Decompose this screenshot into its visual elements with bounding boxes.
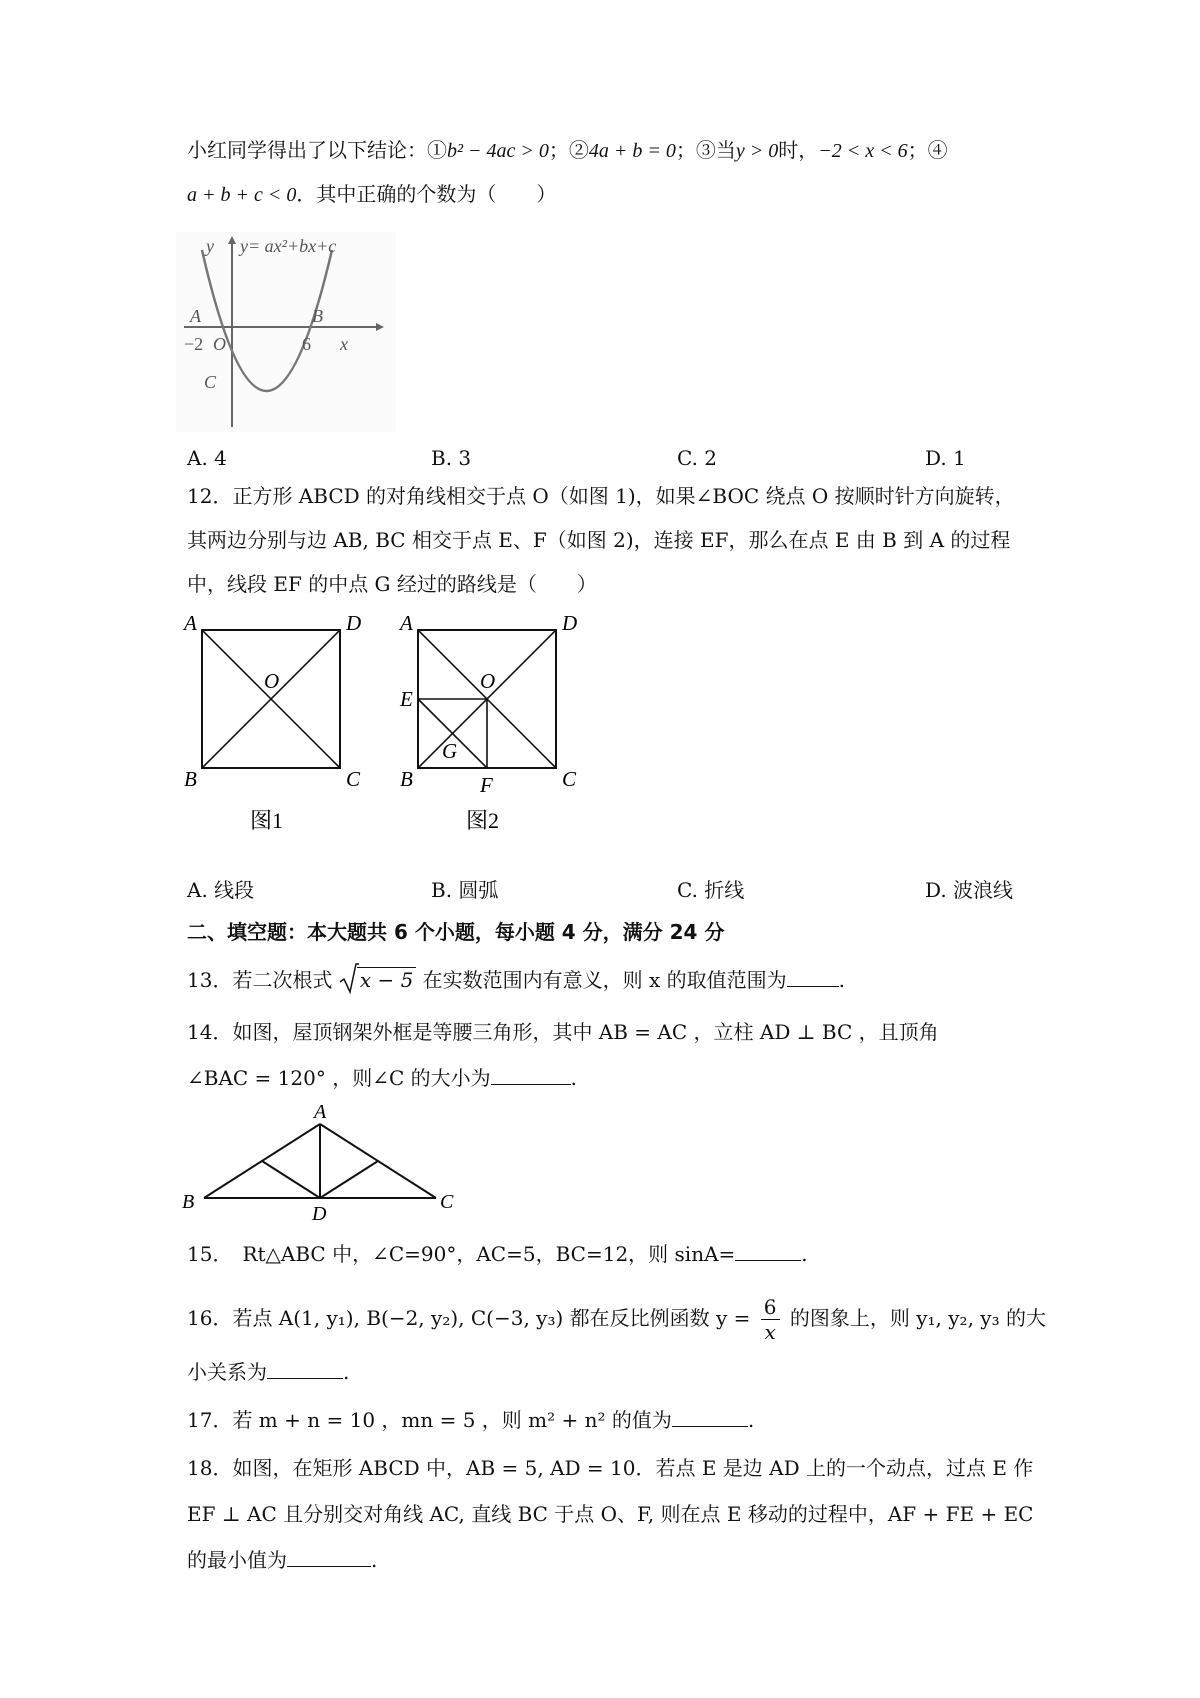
q14-answer-blank[interactable] xyxy=(491,1066,571,1085)
q16-line-2 xyxy=(187,1358,349,1386)
q12-line-2: 其两边分别与边 AB, BC 相交于点 E、F（如图 2)，连接 EF，那么在点 E 由 B 到 A 的过程 xyxy=(187,528,1011,552)
section-2-heading: 二、填空题：本大题共 6 个小题，每小题 4 分，满分 24 分 xyxy=(187,920,725,944)
fig1-caption: 图1 xyxy=(250,808,284,833)
q12-option-b[interactable]: B. 圆弧 xyxy=(431,878,499,902)
fig2-label-O: O xyxy=(480,669,496,693)
q11-sep: ；④ xyxy=(907,138,948,162)
truss-label-B: B xyxy=(182,1191,195,1213)
q18-line-2: EF ⊥ AC 且分别交对角线 AC, 直线 BC 于点 O、F, 则在点 E 移动的过程中，AF + FE + EC xyxy=(187,1502,1034,1526)
q17-end: . xyxy=(747,1408,755,1432)
q12-option-a[interactable]: A. 线段 xyxy=(187,878,255,902)
q14-text: ∠BAC = 120° ，则∠C 的大小为 xyxy=(187,1066,491,1090)
q15-line xyxy=(187,1240,808,1268)
q16-text: 小关系为 xyxy=(187,1360,267,1384)
fig1-label-D: D xyxy=(346,611,362,635)
q15-end: . xyxy=(801,1242,808,1266)
truss-label-A: A xyxy=(314,1101,327,1123)
q14-truss-figure xyxy=(176,1098,476,1224)
q18-line-3 xyxy=(187,1546,377,1574)
q12-option-d[interactable]: D. 波浪线 xyxy=(925,878,1014,902)
truss-label-C: C xyxy=(440,1191,454,1213)
q11-sep: 时， xyxy=(778,138,819,162)
truss-label-D: D xyxy=(312,1203,327,1224)
q11-conclusion-2: 4a + b = 0 xyxy=(588,140,676,162)
q16-suffix: 的图象上，则 y₁, y₂, y₃ 的大 xyxy=(789,1306,1046,1330)
q13-radicand: x − 5 xyxy=(357,967,416,992)
fig2-label-B: B xyxy=(400,767,413,791)
q11-option-a[interactable]: A. 4 xyxy=(187,446,227,470)
q13-answer-blank[interactable] xyxy=(787,968,839,987)
q15-answer-blank[interactable] xyxy=(735,1242,801,1261)
q12-figure-2 xyxy=(396,608,596,838)
q12-line-3: 中，线段 EF 的中点 G 经过的路线是（ ） xyxy=(187,572,597,596)
q16-numerator: 6 xyxy=(761,1295,780,1320)
fig1-label-A: A xyxy=(184,611,197,635)
fig2-label-F: F xyxy=(480,773,493,797)
q14-line-2 xyxy=(187,1064,577,1092)
q16-fraction xyxy=(761,1295,780,1344)
point-A-label: A xyxy=(190,306,201,326)
q12-option-c[interactable]: C. 折线 xyxy=(677,878,745,902)
y-label: y xyxy=(206,236,214,256)
q16-end: . xyxy=(343,1360,350,1384)
q11-conclusion-4: a + b + c < 0 xyxy=(187,184,297,206)
q11-text: 小红同学得出了以下结论：① xyxy=(187,138,447,162)
q11-option-c[interactable]: C. 2 xyxy=(677,446,718,470)
q13-suffix: 在实数范围内有意义，则 x 的取值范围为 xyxy=(422,968,787,992)
brace-right xyxy=(320,1161,378,1198)
q16-denominator: x xyxy=(764,1320,776,1344)
q17-line xyxy=(187,1406,754,1434)
q15-text: 15． Rt△ABC 中，∠C=90°，AC=5，BC=12，则 sinA= xyxy=(187,1242,736,1266)
q11-sep: ；③当 xyxy=(675,138,736,162)
fig1-label-B: B xyxy=(184,767,197,791)
origin-label: O xyxy=(213,334,226,354)
fig1-label-O: O xyxy=(264,669,280,693)
q11-conclusion-1: b² − 4ac > 0 xyxy=(447,140,549,162)
q11-question: ．其中正确的个数为（ ） xyxy=(296,182,557,206)
q14-line-1: 14．如图，屋顶钢架外框是等腰三角形，其中 AB = AC ，立柱 AD ⊥ BC ，且顶角 xyxy=(187,1020,939,1044)
q18-answer-blank[interactable] xyxy=(287,1548,371,1567)
q18-text: 的最小值为 xyxy=(187,1548,287,1572)
q13-sqrt xyxy=(339,966,416,994)
fig2-label-E: E xyxy=(400,687,413,711)
q12-line-1: 12．正方形 ABCD 的对角线相交于点 O（如图 1)，如果∠BOC 绕点 O 按顺时针方向旋转， xyxy=(187,484,1015,508)
q16-answer-blank[interactable] xyxy=(267,1360,343,1379)
q11-conclusion-3b: −2 < x < 6 xyxy=(818,140,908,162)
q18-line-1: 18．如图，在矩形 ABCD 中，AB = 5, AD = 10．若点 E 是边 AD 上的一个动点，过点 E 作 xyxy=(187,1456,1034,1480)
q11-line-2 xyxy=(187,180,556,209)
brace-left xyxy=(262,1161,320,1198)
q13-line xyxy=(187,966,845,994)
x-label: x xyxy=(340,334,348,354)
q17-answer-blank[interactable] xyxy=(672,1408,748,1427)
point-C-label: C xyxy=(204,372,217,392)
q11-option-d[interactable]: D. 1 xyxy=(925,446,966,470)
fig2-label-A: A xyxy=(400,611,413,635)
q11-parabola-graph xyxy=(176,232,396,432)
q17-text: 17．若 m + n = 10 ，mn = 5 ，则 m² + n² 的值为 xyxy=(187,1408,672,1432)
fig2-label-D: D xyxy=(562,611,578,635)
q11-sep: ；② xyxy=(548,138,589,162)
fig2-caption: 图2 xyxy=(466,808,500,833)
q12-figure-1 xyxy=(180,608,380,838)
q16-prefix: 16．若点 A(1, y₁), B(−2, y₂), C(−3, y₃) 都在反比例函数 y = xyxy=(187,1306,751,1330)
q13-prefix: 13．若二次根式 xyxy=(187,968,333,992)
q14-end: . xyxy=(570,1066,577,1090)
point-B-label: B xyxy=(312,306,323,326)
fig2-label-C: C xyxy=(562,767,577,791)
fig2-label-G: G xyxy=(442,739,458,763)
q11-option-b[interactable]: B. 3 xyxy=(431,446,472,470)
fig1-label-C: C xyxy=(346,767,361,791)
q11-line-1 xyxy=(187,136,948,165)
equation-label: y= ax²+bx+c xyxy=(240,236,337,256)
q16-line-1 xyxy=(187,1290,1046,1346)
radical-sign xyxy=(339,962,359,996)
q13-end: . xyxy=(838,968,846,992)
q11-conclusion-3a: y > 0 xyxy=(735,140,779,162)
tick-neg2: −2 xyxy=(184,334,204,354)
tick-6: 6 xyxy=(302,334,311,354)
q18-end: . xyxy=(371,1548,378,1572)
